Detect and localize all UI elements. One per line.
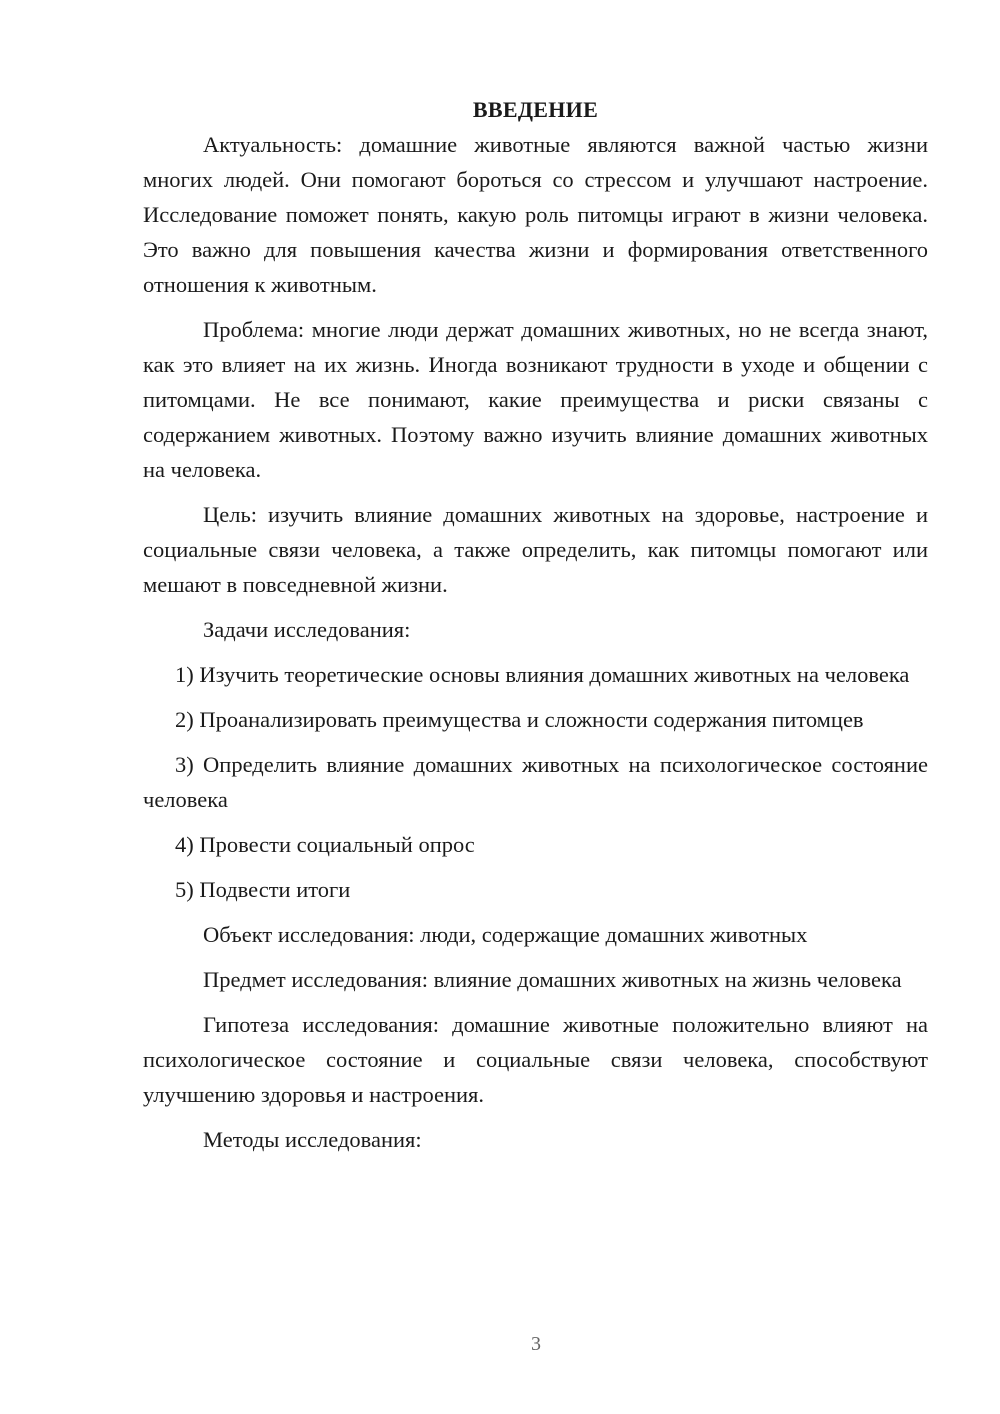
section-title: ВВЕДЕНИЕ [472,97,599,122]
subject-paragraph: Предмет исследования: влияние домашних животных на жизнь человека [203,967,902,992]
task-item-1: 1) Изучить теоретические основы влияния домашних животных на человека [175,662,910,687]
document-page [143,92,928,1157]
object-paragraph: Объект исследования: люди, содержащие домашних животных [203,922,808,947]
relevance-paragraph: Актуальность: домашние животные являются важной частью жизни многих людей. Они помогают бороться со стрессом и улучшают настроение. Исследование поможет понять, какую роль питомцы играют в жизни человека. Это важно для повышения качества жизни и формирования ответственного отношения к животным. [143,132,928,297]
tasks-heading: Задачи исследования: [203,617,411,642]
problem-paragraph: Проблема: многие люди держат домашних животных, но не всегда знают, как это влияет на их жизнь. Иногда возникают трудности в уходе и общении с питомцами. Не все понимают, какие преимущества и риски связаны с содержанием животных. Поэтому важно изучить влияние домашних животных на человека. [143,317,928,482]
task-item-3: 3) Определить влияние домашних животных на психологическое состояние человека [143,752,928,812]
page-number: 3 [531,1333,541,1355]
task-item-4: 4) Провести социальный опрос [175,832,475,857]
hypothesis-paragraph: Гипотеза исследования: домашние животные положительно влияют на психологическое состояние и социальные связи человека, способствуют улучшению здоровья и настроения. [143,1012,928,1107]
task-item-2: 2) Проанализировать преимущества и сложности содержания питомцев [175,707,864,732]
methods-heading: Методы исследования: [203,1127,422,1152]
goal-paragraph: Цель: изучить влияние домашних животных на здоровье, настроение и социальные связи человека, а также определить, как питомцы помогают или мешают в повседневной жизни. [143,502,928,597]
task-item-5: 5) Подвести итоги [175,877,351,902]
